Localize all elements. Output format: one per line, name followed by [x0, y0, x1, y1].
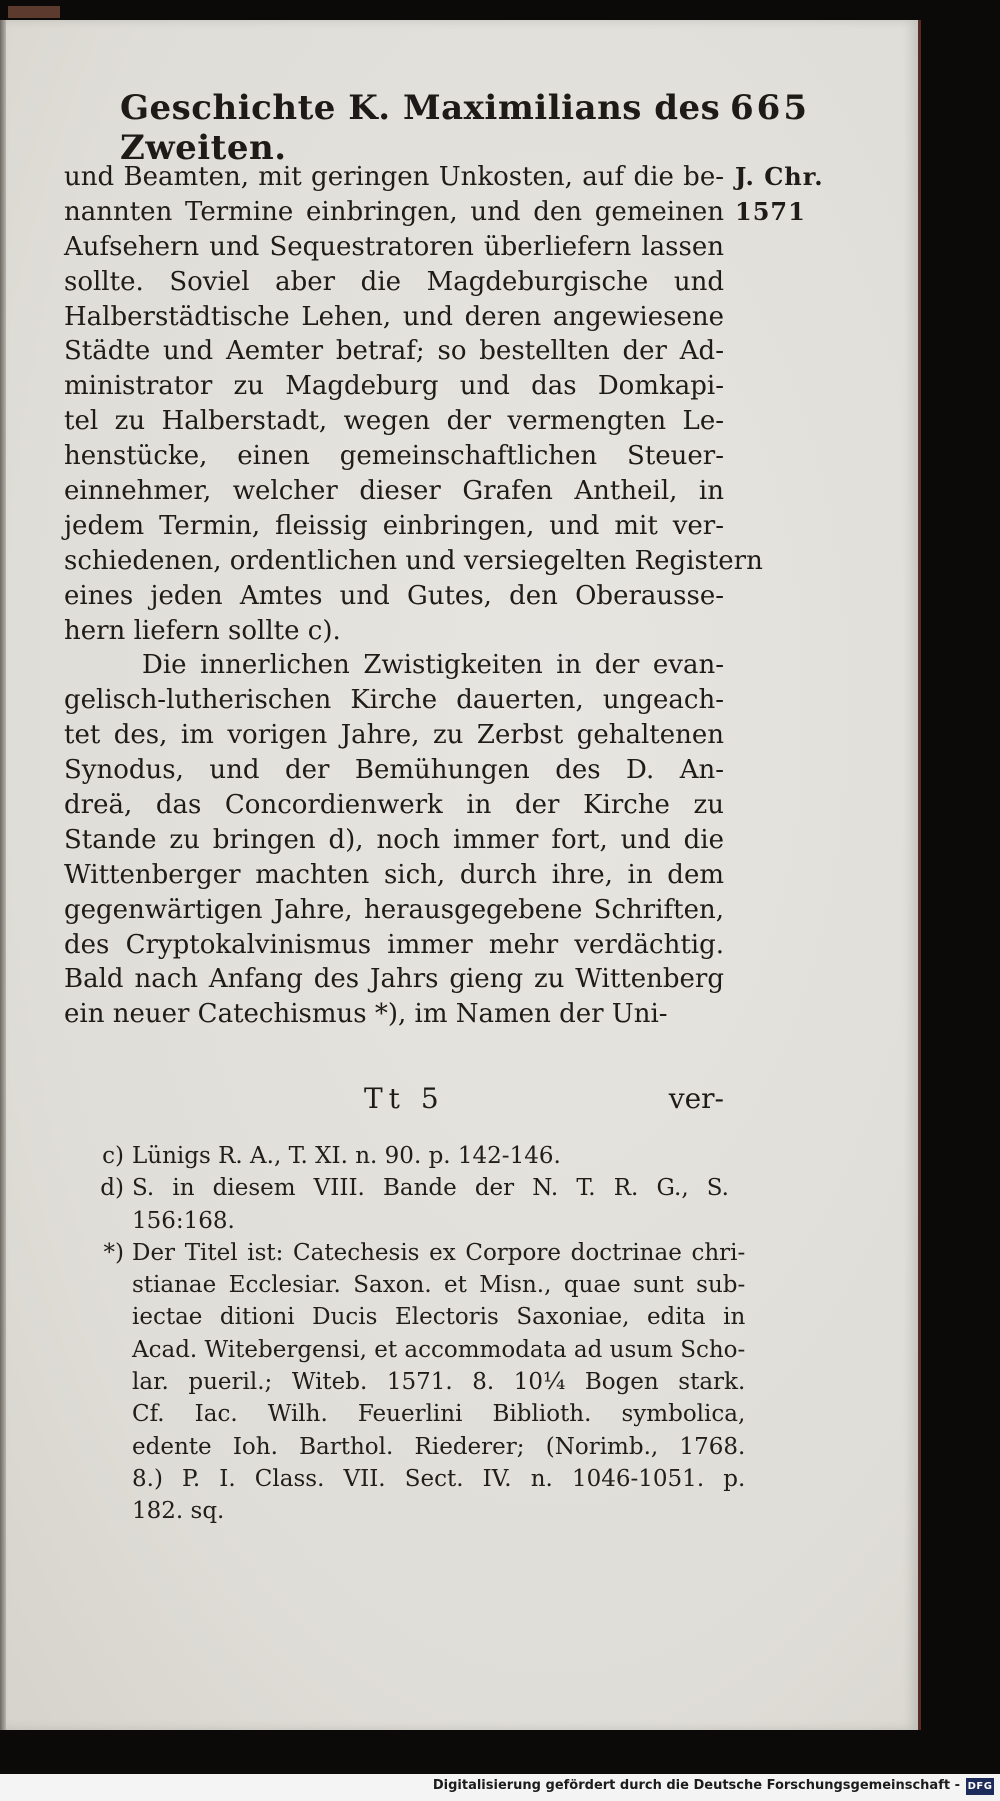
- footnote-line: 156:168.: [132, 1207, 235, 1234]
- text-line: einnehmer, welcher dieser Grafen Antheil, in: [64, 476, 724, 507]
- footnote-line: Der Titel ist: Catechesis ex Corpore doctrinae chri-: [132, 1239, 746, 1266]
- footer-bar: [0, 1774, 1000, 1801]
- text-line: gelisch-lutherischen Kirche dauerten, ungeach-: [64, 685, 724, 716]
- footnote: [84, 1237, 746, 1528]
- text-line: Städte und Aemter betraf; so bestellten der Ad-: [64, 336, 724, 367]
- footnote-mark: c): [102, 1143, 124, 1169]
- text-line: Synodus, und der Bemühungen des D. An-: [64, 755, 724, 786]
- footnote-line: iectae ditioni Ducis Electoris Saxoniae, edita in: [132, 1304, 746, 1331]
- corner-mark: [8, 6, 60, 18]
- text-line: des Cryptokalvinismus immer mehr verdächtig.: [64, 929, 724, 960]
- footnote-text: [132, 1237, 745, 1528]
- text-line: Aufsehern und Sequestratoren überliefern lassen: [64, 231, 724, 262]
- text-line: und Beamten, mit geringen Unkosten, auf die be-: [64, 162, 724, 192]
- page-number: 665: [730, 88, 810, 128]
- text-line: Halberstädtische Lehen, und deren angewiesene: [64, 301, 724, 332]
- footnote-line: Acad. Witebergensi, et accommodata ad usum Scho-: [132, 1336, 746, 1363]
- footnote-line: 8.) P. I. Class. VII. Sect. IV. n. 1046-1051. p.: [132, 1465, 746, 1492]
- dfg-logo-icon: DFG: [966, 1778, 994, 1795]
- body-text: [64, 160, 763, 1032]
- margin-note: [735, 160, 835, 230]
- text-line: ein neuer Catechismus *), im Namen der Uni-: [64, 999, 668, 1030]
- footnote: [84, 1172, 729, 1237]
- text-line: Bald nach Anfang des Jahrs gieng zu Wittenberg: [64, 964, 724, 995]
- footnote-line: edente Ioh. Barthol. Riederer; (Norimb., 1768.: [132, 1433, 746, 1460]
- signature-line: [64, 1082, 724, 1118]
- footnote-line: Lünigs R. A., T. XI. n. 90. p. 142-146.: [132, 1143, 561, 1169]
- footnote-text: [132, 1172, 729, 1237]
- text-line: henstücke, einen gemeinschaftlichen Steuer-: [64, 441, 724, 472]
- page-header: [120, 88, 810, 168]
- footnote: [84, 1140, 729, 1172]
- footnote-line: lar. pueril.; Witeb. 1571. 8. 10¼ Bogen stark.: [132, 1369, 746, 1396]
- text-line: ministrator zu Magdeburg und das Domkapi-: [64, 371, 724, 402]
- printer-signature: Tt 5: [364, 1082, 445, 1115]
- text-line: Die innerlichen Zwistigkeiten in der evan-: [142, 650, 724, 681]
- footnote-line: 182. sq.: [132, 1498, 225, 1525]
- text-line: Stande zu bringen d), noch immer fort, und die: [64, 824, 724, 855]
- text-line: gegenwärtigen Jahre, herausgegebene Schriften,: [64, 894, 724, 925]
- text-line: Wittenberger machten sich, durch ihre, in dem: [64, 859, 724, 890]
- footnote-line: Cf. Iac. Wilh. Feuerlini Biblioth. symbolica,: [132, 1401, 746, 1428]
- catchword: ver-: [668, 1082, 724, 1115]
- footer-credit: Digitalisierung gefördert durch die Deutsche Forschungsgemeinschaft -: [432, 1778, 960, 1793]
- text-line: eines jeden Amtes und Gutes, den Oberausse-: [64, 580, 724, 611]
- text-line: nannten Termine einbringen, und den gemeinen: [64, 196, 724, 227]
- running-head: Geschichte K. Maximilians des Zweiten.: [120, 88, 721, 168]
- footnotes: [84, 1140, 746, 1528]
- text-line: dreä, das Concordienwerk in der Kirche zu: [64, 790, 724, 821]
- footnote-text: [132, 1140, 729, 1172]
- text-line: sollte. Soviel aber die Magdeburgische und: [64, 266, 724, 297]
- text-line: hern liefern sollte c).: [64, 615, 341, 646]
- margin-note-line: 1571: [735, 196, 806, 226]
- footnote-mark: *): [103, 1239, 124, 1266]
- footnote-line: stianae Ecclesiar. Saxon. et Misn., quae sunt sub-: [132, 1272, 746, 1299]
- text-line: jedem Termin, fleissig einbringen, und mit ver-: [64, 510, 724, 541]
- text-line: tel zu Halberstadt, wegen der vermengten Le-: [64, 406, 724, 437]
- text-line: schiedenen, ordentlichen und versiegelten Registern: [64, 545, 763, 576]
- text-line: tet des, im vorigen Jahre, zu Zerbst gehaltenen: [64, 720, 724, 751]
- footnote-mark: d): [100, 1175, 124, 1202]
- footnote-line: S. in diesem VIII. Bande der N. T. R. G., S.: [132, 1175, 729, 1202]
- margin-note-line: J. Chr.: [735, 162, 824, 191]
